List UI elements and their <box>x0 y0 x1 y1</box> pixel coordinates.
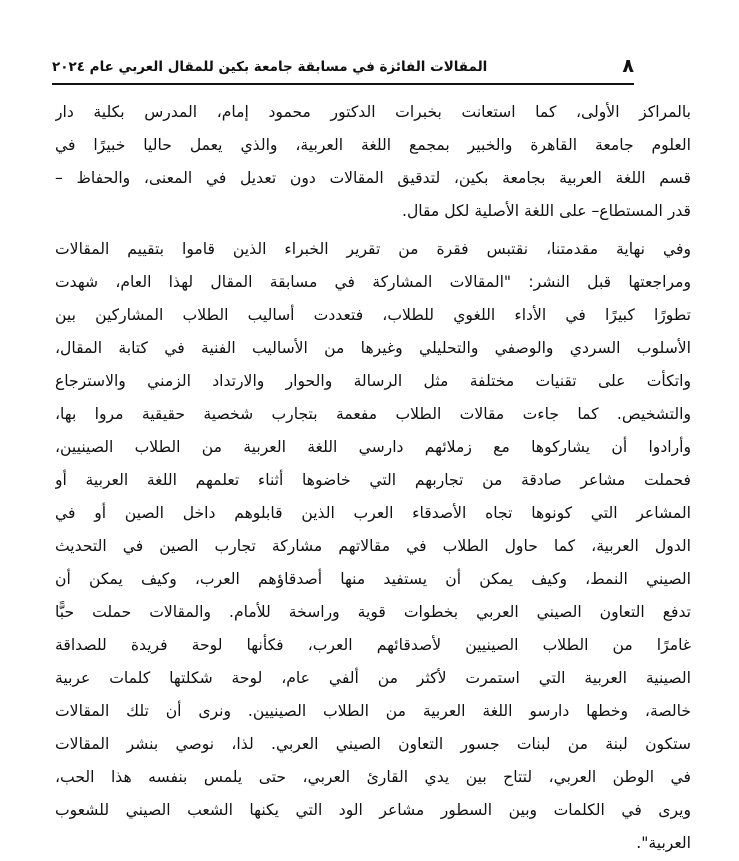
header-divider <box>52 83 634 85</box>
running-header <box>52 52 634 82</box>
body-text <box>55 96 691 860</box>
text-line: الدول العربية، كما حاول الطلاب في مقالاتهم مشاركة تجارب الصين في التحديث <box>55 537 691 555</box>
text-line: المشاعر التي كونوها تجاه الأصدقاء العرب الذين قابلوهم داخل الصين أو في <box>55 504 691 522</box>
running-header-title: المقالات الفائزة في مسابقة جامعة بكين للمقال العربي عام ٢٠٢٤ <box>52 59 488 75</box>
paragraph-2 <box>55 233 691 860</box>
text-line: ومراجعتها قبل النشر: "المقالات المشاركة في مسابقة المقال لهذا العام، شهدت <box>55 273 691 291</box>
text-line: فحملت مشاعر صادقة من تجاربهم التي خاضوها أثناء تعلمهم اللغة العربية أو <box>55 471 691 489</box>
text-line: واتكأت على تقنيات مختلفة مثل الرسالة والحوار والارتداد الزمني والاسترجاع <box>55 372 691 390</box>
text-line: غامرًا من الطلاب الصينيين لأصدقائهم العرب، فكأنها لوحة فريدة للصداقة <box>55 636 691 654</box>
text-line: خالصة، وخطها دارسو اللغة العربية من الطلاب الصينيين. ونرى أن تلك المقالات <box>55 702 691 720</box>
text-line: تطورًا كبيرًا في الأداء اللغوي للطلاب، فتعددت أساليب الطلاب المشاركين بين <box>55 306 691 324</box>
text-line: قدر المستطاع– على اللغة الأصلية لكل مقال. <box>401 202 691 220</box>
text-line: وأرادوا أن يشاركوها مع زملائهم دارسي اللغة العربية من الطلاب الصينيين، <box>55 438 691 456</box>
page-number: ٨ <box>622 55 634 77</box>
text-line: العربية". <box>636 834 691 852</box>
text-line: والتشخيص. كما جاءت مقالات الطلاب مفعمة بتجارب شخصية حقيقية مروا بها، <box>55 405 691 423</box>
text-line: تدفع التعاون الصيني العربي بخطوات قوية وراسخة للأمام. والمقالات حملت حبًّا <box>55 603 691 621</box>
text-line: الصينية العربية التي استمرت لأكثر من ألفي عام، لوحة شكلتها كلمات عربية <box>55 669 691 687</box>
text-line: في الوطن العربي، لتتاح بين يدي القارئ العربي، حتى يلمس بنفسه هذا الحب، <box>55 768 691 786</box>
text-line: الأسلوب السردي والوصفي والتحليلي وغيرها من الأساليب الفنية في كتابة المقال، <box>55 339 691 357</box>
text-line: قسم اللغة العربية بجامعة بكين، لتدقيق المقالات دون تعديل في المعنى، والحفاظ – <box>55 169 691 187</box>
text-line: العلوم جامعة القاهرة والخبير بمجمع اللغة العربية، والذي يعمل حاليا خبيرًا في <box>55 136 691 154</box>
text-line: الصيني النمط، وكيف يمكن أن يستفيد منها أصدقاؤهم العرب، وكيف يمكن أن <box>55 570 691 588</box>
paragraph-1 <box>55 96 691 228</box>
text-line: وفي نهاية مقدمتنا، نقتبس فقرة من تقرير الخبراء الذين قاموا بتقييم المقالات <box>55 240 691 258</box>
text-line: بالمراكز الأولى، كما استعانت بخبرات الدكتور محمود إمام، المدرس بكلية دار <box>55 103 691 121</box>
text-line: ويرى في الكلمات وبين السطور مشاعر الود التي يكنها الشعب الصيني للشعوب <box>55 801 691 819</box>
text-line: ستكون لبنة من لبنات جسور التعاون الصيني العربي. لذا، نوصي بنشر المقالات <box>55 735 691 753</box>
